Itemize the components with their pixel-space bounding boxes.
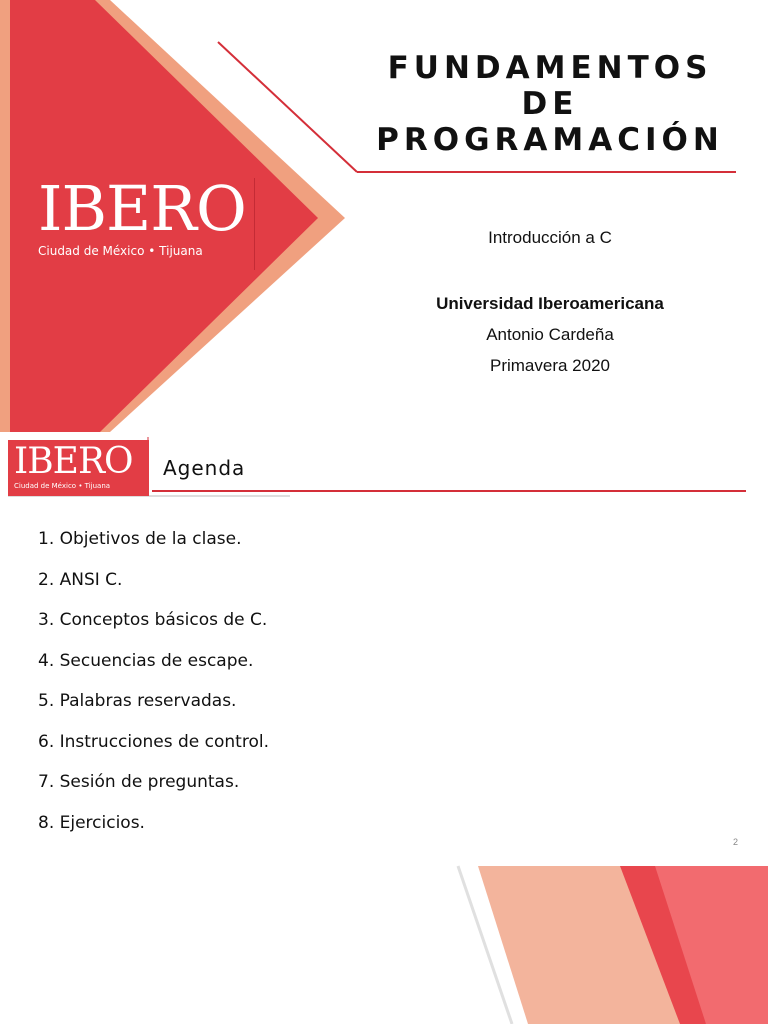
ibero-logo xyxy=(38,172,268,258)
list-item: 4. Secuencias de escape. xyxy=(38,650,254,671)
title-line-3: PROGRAMACIÓN xyxy=(376,122,724,158)
agenda-list xyxy=(38,529,269,853)
ibero-logo-small xyxy=(8,440,149,496)
list-item: 2. ANSI C. xyxy=(38,569,123,590)
list-item: 6. Instrucciones de control. xyxy=(38,731,269,752)
logo-divider xyxy=(254,178,255,270)
agenda-heading: Agenda xyxy=(163,456,246,480)
university-name: Universidad Iberoamericana xyxy=(436,294,664,313)
title-line-2: DE xyxy=(521,86,579,122)
list-item: 7. Sesión de preguntas. xyxy=(38,772,240,792)
list-item: 3. Conceptos básicos de C. xyxy=(38,610,268,630)
list-item: 5. Palabras reservadas. xyxy=(38,691,237,711)
author-info xyxy=(360,288,740,381)
subtitle: Introducción a C xyxy=(488,228,612,247)
list-item: 8. Ejercicios. xyxy=(38,812,145,833)
page-number: 2 xyxy=(733,837,739,847)
page-title xyxy=(360,50,740,158)
title-slide xyxy=(0,0,768,432)
logo-subtitle-small: Ciudad de México • Tijuana xyxy=(14,482,111,490)
list-item: 1. Objetivos de la clase. xyxy=(38,529,242,549)
author-name: Antonio Cardeña xyxy=(486,325,614,344)
logo-subtitle: Ciudad de México • Tijuana xyxy=(38,244,203,258)
title-line-1: FUNDAMENTOS xyxy=(387,50,713,86)
logo-word: IBERO xyxy=(38,172,246,245)
logo-word-small: IBERO xyxy=(14,441,133,482)
agenda-underline xyxy=(152,490,746,492)
agenda-slide xyxy=(0,432,768,1024)
term: Primavera 2020 xyxy=(489,356,610,375)
